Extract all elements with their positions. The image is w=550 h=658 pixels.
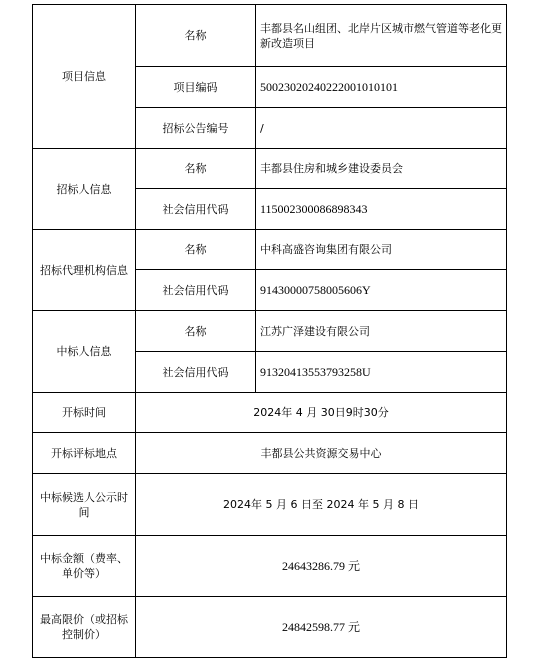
table-row bbox=[33, 149, 507, 189]
tender-notice-number-label: 招标公告编号 bbox=[136, 108, 256, 149]
agency-credit-code-value: 91430000758005606Y bbox=[256, 270, 507, 311]
tenderer-name-value: 丰都县住房和城乡建设委员会 bbox=[256, 149, 507, 189]
tenderer-credit-code-value: 115002300086898343 bbox=[256, 189, 507, 230]
bid-result-table bbox=[32, 4, 507, 658]
project-name-value: 丰都县名山组团、北岸片区城市燃气管道等老化更新改造项目 bbox=[256, 5, 507, 67]
project-code-value: 50023020240222001010101 bbox=[256, 67, 507, 108]
table-row bbox=[33, 393, 507, 433]
table-row bbox=[33, 230, 507, 270]
winner-group-label: 中标人信息 bbox=[33, 311, 136, 393]
table-row bbox=[33, 536, 507, 597]
agency-name-value: 中科高盛咨询集团有限公司 bbox=[256, 230, 507, 270]
table-row bbox=[33, 5, 507, 67]
bid-amount-label: 中标金额（费率、单价等） bbox=[33, 536, 136, 597]
max-price-value: 24842598.77 元 bbox=[136, 597, 507, 658]
winner-credit-code-value: 91320413553793258U bbox=[256, 352, 507, 393]
agency-name-label: 名称 bbox=[136, 230, 256, 270]
tenderer-credit-code-label: 社会信用代码 bbox=[136, 189, 256, 230]
bid-amount-value: 24643286.79 元 bbox=[136, 536, 507, 597]
opening-time-value: 2024年 4 月 30日9时30分 bbox=[136, 393, 507, 433]
winner-credit-code-label: 社会信用代码 bbox=[136, 352, 256, 393]
table-row bbox=[33, 474, 507, 536]
publicity-period-label: 中标候选人公示时间 bbox=[33, 474, 136, 536]
winner-name-value: 江苏广泽建设有限公司 bbox=[256, 311, 507, 352]
project-code-label: 项目编码 bbox=[136, 67, 256, 108]
venue-value: 丰都县公共资源交易中心 bbox=[136, 433, 507, 474]
tenderer-group-label: 招标人信息 bbox=[33, 149, 136, 230]
tenderer-name-label: 名称 bbox=[136, 149, 256, 189]
table-row bbox=[33, 597, 507, 658]
winner-name-label: 名称 bbox=[136, 311, 256, 352]
max-price-label: 最高限价（或招标控制价） bbox=[33, 597, 136, 658]
project-name-label: 名称 bbox=[136, 5, 256, 67]
venue-label: 开标评标地点 bbox=[33, 433, 136, 474]
table-row bbox=[33, 311, 507, 352]
opening-time-label: 开标时间 bbox=[33, 393, 136, 433]
table-row bbox=[33, 433, 507, 474]
tender-notice-number-value: / bbox=[256, 108, 507, 149]
project-info-group-label: 项目信息 bbox=[33, 5, 136, 149]
agency-credit-code-label: 社会信用代码 bbox=[136, 270, 256, 311]
publicity-period-value: 2024年 5 月 6 日至 2024 年 5 月 8 日 bbox=[136, 474, 507, 536]
agency-group-label: 招标代理机构信息 bbox=[33, 230, 136, 311]
